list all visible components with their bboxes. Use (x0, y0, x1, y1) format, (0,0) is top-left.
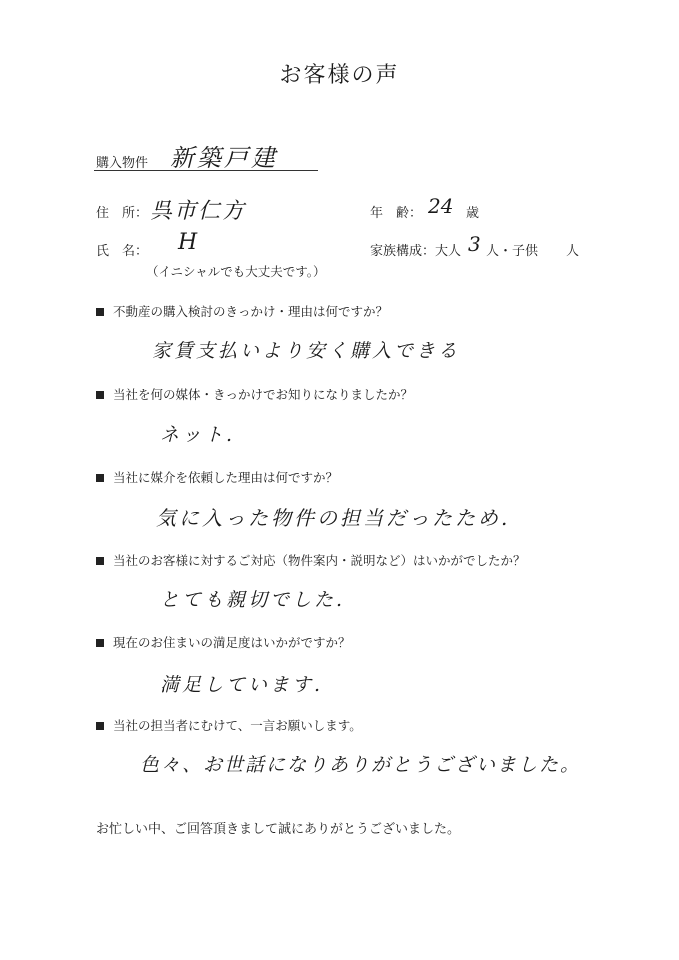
bullet-square-icon (96, 308, 104, 316)
question-4-text: 当社のお客様に対するご対応（物件案内・説明など）はいかがでしたか？ (113, 553, 526, 568)
question-5 (96, 633, 351, 651)
property-label: 購入物件 (96, 156, 149, 171)
name-value: H (178, 230, 198, 255)
age-unit: 歳 (466, 206, 480, 221)
bullet-square-icon (96, 391, 104, 399)
question-3-text: 当社に媒介を依頼した理由は何ですか？ (113, 470, 339, 485)
closing-message: お忙しい中、ご回答頂きまして誠にありがとうございました。 (96, 822, 461, 837)
address-label: 住 所： (96, 206, 149, 221)
answer-5: 満足しています. (160, 674, 324, 696)
question-4 (96, 551, 526, 569)
answer-4: とても親切でした. (160, 589, 346, 611)
bullet-square-icon (96, 722, 104, 730)
question-2 (96, 385, 413, 403)
question-1-text: 不動産の購入検討のきっかけ・理由は何ですか？ (113, 304, 389, 319)
question-3 (96, 468, 338, 486)
property-underline (94, 170, 318, 171)
family-children-unit: 人 (566, 244, 580, 259)
question-1 (96, 302, 388, 320)
bullet-square-icon (96, 557, 104, 565)
property-value: 新築戸建 (170, 144, 278, 172)
family-label: 家族構成：大人 (370, 244, 462, 259)
answer-3: 気に入った物件の担当だったため. (156, 506, 511, 530)
question-5-text: 現在のお住まいの満足度はいかがですか？ (113, 635, 351, 650)
answer-6: 色々、お世話になりありがとうございました。 (140, 754, 582, 776)
question-6 (96, 716, 362, 734)
age-label: 年 齢： (370, 206, 423, 221)
bullet-square-icon (96, 474, 104, 482)
name-label: 氏 名： (96, 244, 149, 259)
address-value: 呉市仁方 (150, 199, 247, 224)
question-2-text: 当社を何の媒体・きっかけでお知りになりましたか？ (113, 387, 414, 402)
page-title: お客様の声 (279, 63, 400, 88)
family-adults-unit: 人・子供 (486, 244, 539, 259)
answer-2: ネット. (160, 424, 236, 446)
question-6-text: 当社の担当者にむけて、一言お願いします。 (113, 718, 362, 733)
bullet-square-icon (96, 639, 104, 647)
name-note: （イニシャルでも大丈夫です。） (146, 264, 326, 279)
answer-1: 家賃支払いより安く購入できる (152, 340, 461, 362)
age-value: 24 (428, 194, 454, 218)
family-adults-value: 3 (468, 232, 481, 256)
